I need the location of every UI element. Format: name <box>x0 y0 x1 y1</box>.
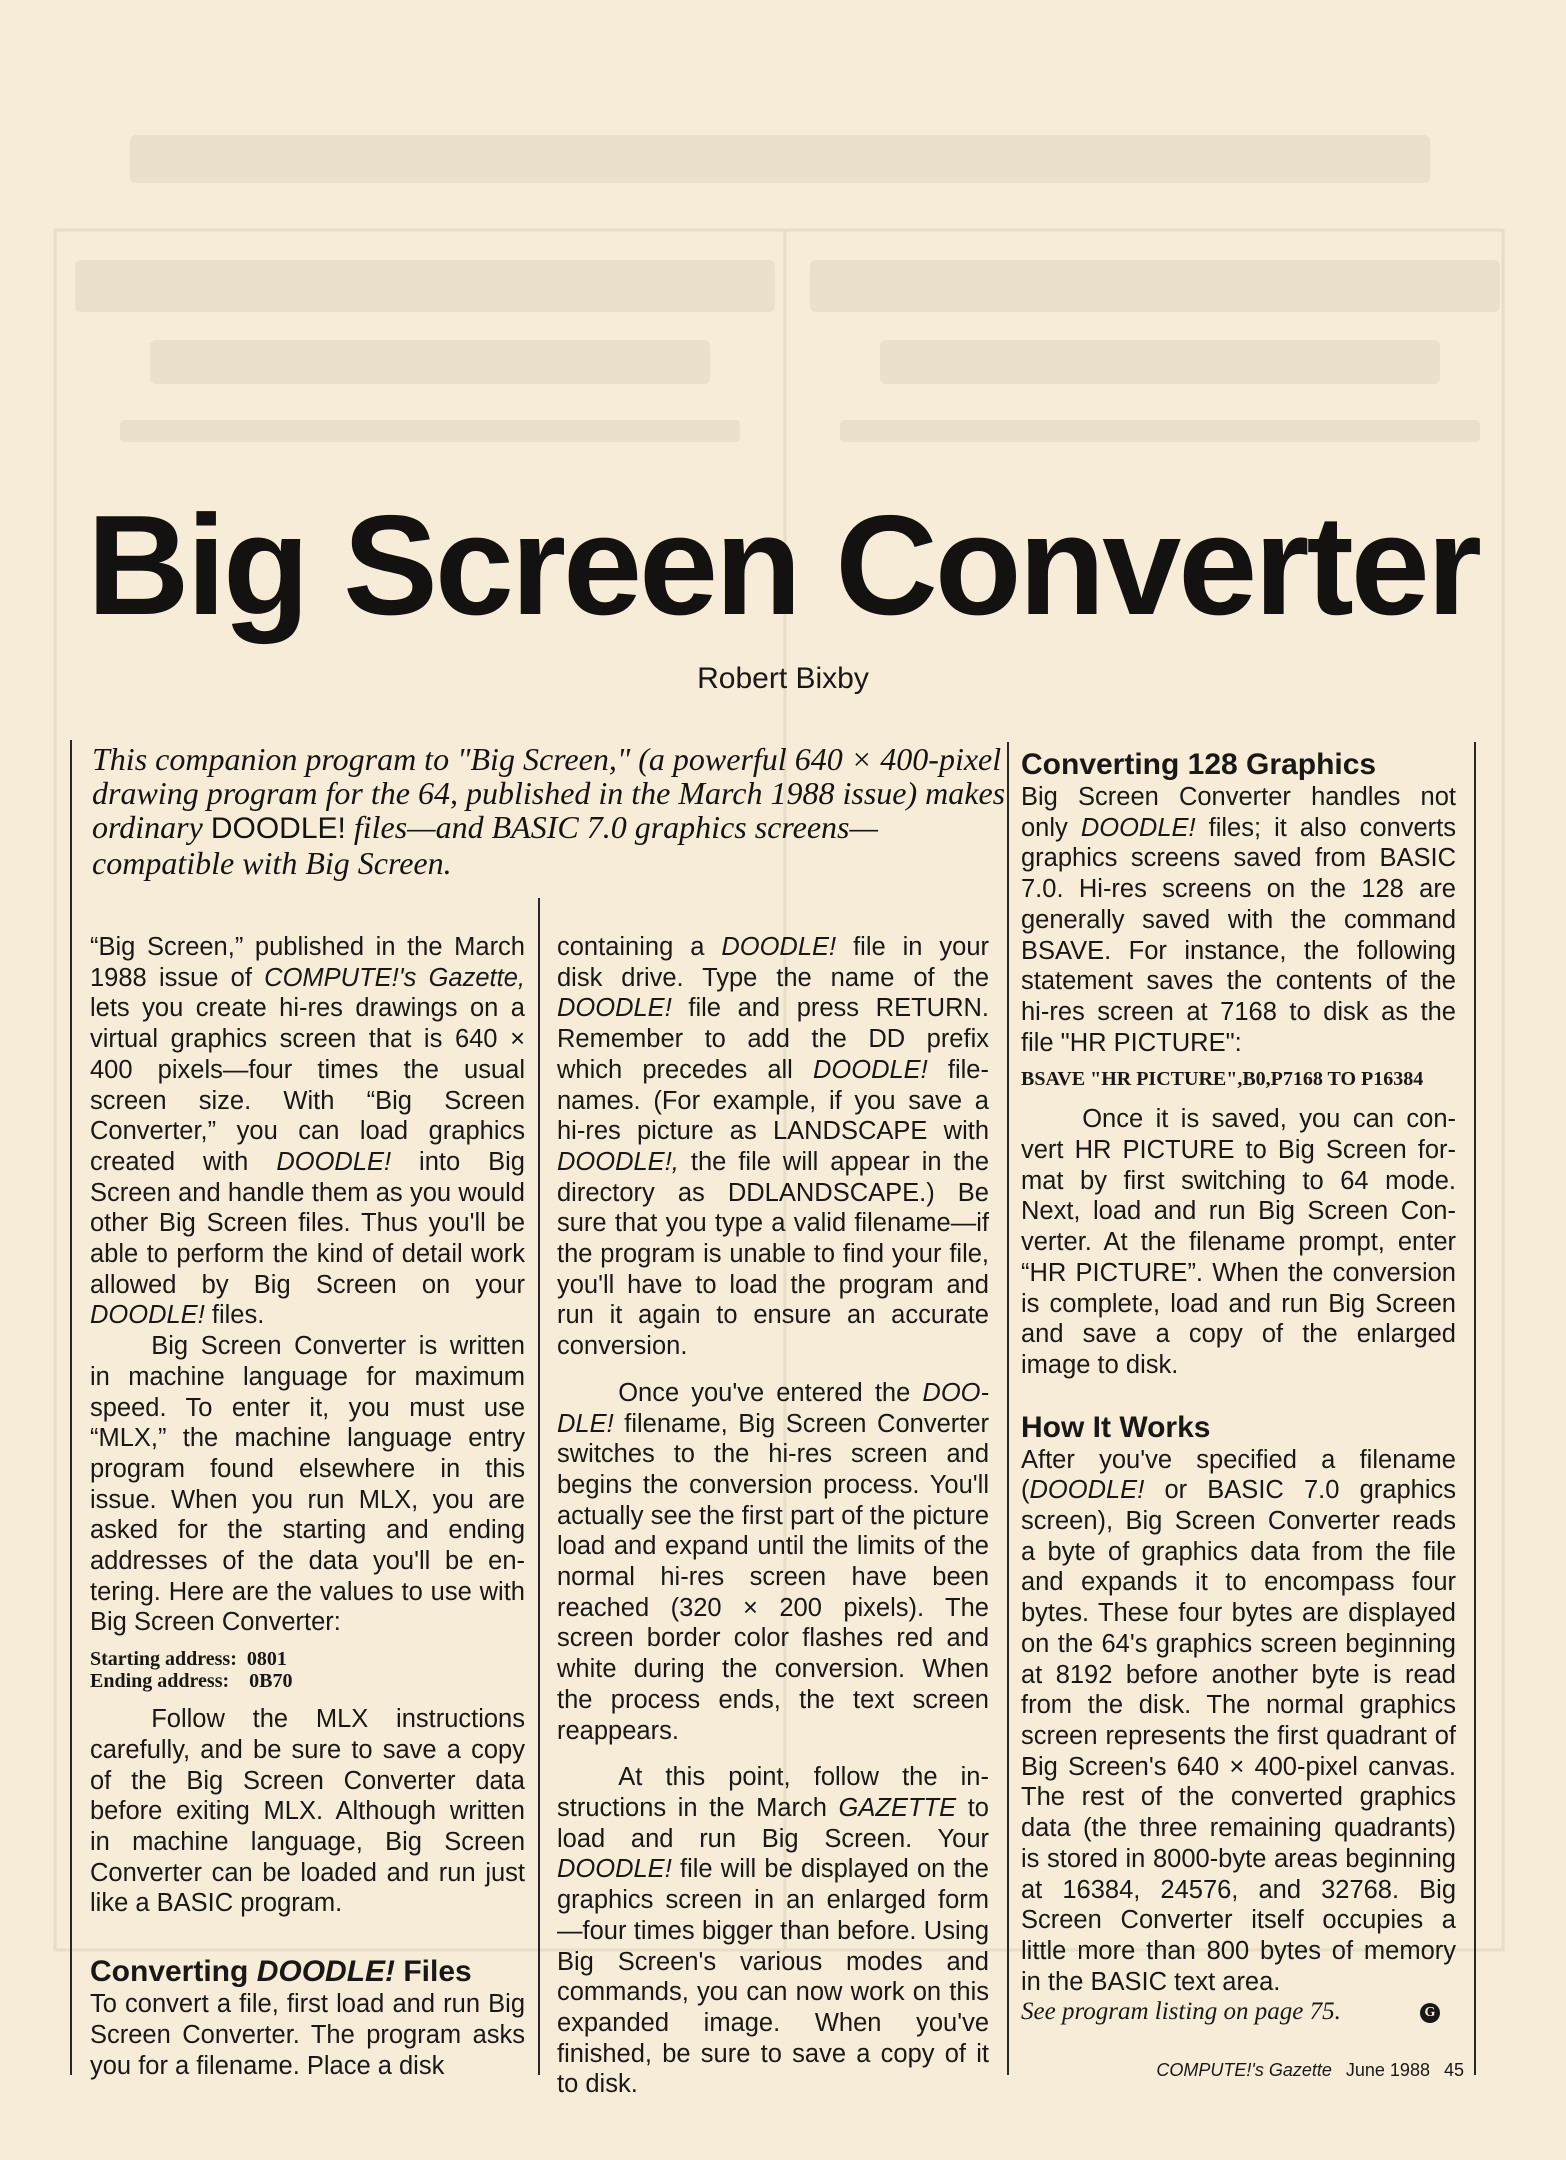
intro-doodle: DOODLE! <box>210 812 346 845</box>
column-2 <box>557 932 989 2100</box>
heading-converting-doodle: Converting DOODLE! Files <box>90 1955 472 1989</box>
heading-converting-128-graphics: Converting 128 Graphics <box>1021 748 1377 781</box>
program-listing-note <box>1021 1997 1456 2028</box>
listing-reference-text: See program listing on page 75. <box>1021 1998 1341 2026</box>
column-rule-far-right <box>1474 742 1476 2075</box>
column-rule-left <box>70 740 72 2075</box>
intro-text-2: files—and BASIC 7.0 graphics screens—compatible with Big Screen. <box>92 809 878 881</box>
footer-page-number: 45 <box>1443 2060 1464 2080</box>
starting-address-code: Starting address: 0801 <box>90 1648 287 1671</box>
footer-date: June 1988 <box>1345 2060 1430 2080</box>
author-byline: Robert Bixby <box>697 662 869 695</box>
ending-address-code: Ending address: 0B70 <box>90 1670 293 1693</box>
column-3 <box>1021 748 1456 2028</box>
col2-paragraph-3: At this point, follow the instructions in the March GAZETTE to load and run Big Screen. Your DOODLE! file will be displayed on the graphics screen in an enlarged form—four times bigger than before. Using Big Screen's various modes and commands, you can now work on this expanded image. When you've finished, be sure to save a copy of it to disk. <box>557 1763 989 2099</box>
column-rule-middle <box>538 898 540 2075</box>
intro-deck <box>92 742 1012 880</box>
page-footer <box>1142 2060 1464 2081</box>
bsave-command-code: BSAVE "HR PICTURE",B0,P7168 TO P16384 <box>1021 1068 1424 1091</box>
col1-paragraph-2: Big Screen Converter is written in machine language for maximum speed. To enter it, you must use “MLX,” the machine language entry program found elsewhere in this issue. When you run MLX, you are asked for the starting and ending addresses of the data you'll be entering. Here are the values to use with Big Screen Converter: <box>90 1332 525 1637</box>
intro-text-1: This companion program to "Big Screen," (a powerful 640 × 400-pixel drawing program for the 64, published in the March 1988 issue) makes ordinary <box>92 741 1006 845</box>
col1-paragraph-1: “Big Screen,” published in the March 1988 issue of COMPUTE!'s Gazette, lets you create hi-res drawings on a virtual graphics screen that is 640 × 400 pixels—four times the usual screen size. With “Big Screen Converter,” you can load graphics created with DOODLE! into Big Screen and handle them as you would other Big Screen files. Thus you'll be able to perform the kind of detail work allowed by Big Screen on your DOODLE! files. <box>90 933 525 1330</box>
column-rule-right <box>1007 742 1009 2075</box>
col2-paragraph-2: Once you've entered the DOODLE! filename, Big Screen Converter switches to the hi-res screen and begins the conversion process. You'll actually see the first part of the picture load and expand until the limits of the normal hi-res screen have been reached (320 × 200 pixels). The screen border color flashes red and white during the conversion. When the process ends, the text screen reappears. <box>557 1378 989 1745</box>
heading-how-it-works: How It Works <box>1021 1410 1211 1444</box>
end-of-article-mark: G <box>1420 2003 1440 2023</box>
footer-publication: COMPUTE!'s Gazette <box>1156 2060 1332 2080</box>
col3-paragraph-1: Big Screen Converter handles not only DOODLE! files; it also converts graphics screens saved from BASIC 7.0. Hi-res screens on the 128 are generally saved with the command BSAVE. For instance, the following statement saves the contents of the hi-res screen at 7168 to disk as the file "HR PICTURE": <box>1021 783 1457 1057</box>
col1-paragraph-4: To convert a file, first load and run Big Screen Converter. The program asks you for a filename. Place a disk <box>90 1990 525 2080</box>
col3-paragraph-3: After you've specified a filename (DOODLE! or BASIC 7.0 graphics screen), Big Screen Converter reads a byte of graphics data from the file and expands it to encompass four bytes. These four bytes are displayed on the 64's graphics screen beginning at 8192 before another byte is read from the disk. The normal graphics screen represents the first quadrant of Big Screen's 640 × 400-pixel canvas. The rest of the converted graphics data (the three remaining quadrants) is stored in 8000-byte areas beginning at 16384, 24576, and 32768. Big Screen Converter itself occupies a little more than 800 bytes of memory in the BASIC text area. <box>1021 1445 1456 1996</box>
col1-paragraph-3: Follow the MLX instructions carefully, and be sure to save a copy of the Big Screen Converter data before exiting MLX. Although written in machine language, Big Screen Converter can be loaded and run just like a BASIC program. <box>90 1705 525 1918</box>
col3-paragraph-2: Once it is saved, you can convert HR PICTURE to Big Screen format by first switching to 64 mode. Next, load and run Big Screen Converter. At the filename prompt, enter “HR PICTURE”. When the conversion is complete, load and run Big Screen and save a copy of the enlarged image to disk. <box>1021 1105 1456 1379</box>
col2-paragraph-1: containing a DOODLE! file in your disk drive. Type the name of the DOODLE! file and press RETURN. Remember to add the DD prefix which precedes all DOODLE! filenames. (For example, if you save a hi-res picture as LANDSCAPE with DOODLE!, the file will appear in the directory as DDLANDSCAPE.) Be sure that you type a valid filename—if the program is unable to find your file, you'll have to load the program and run it again to ensure an accurate conversion. <box>557 933 990 1361</box>
column-1 <box>90 932 525 2081</box>
article-title: Big Screen Converter <box>86 486 1480 645</box>
